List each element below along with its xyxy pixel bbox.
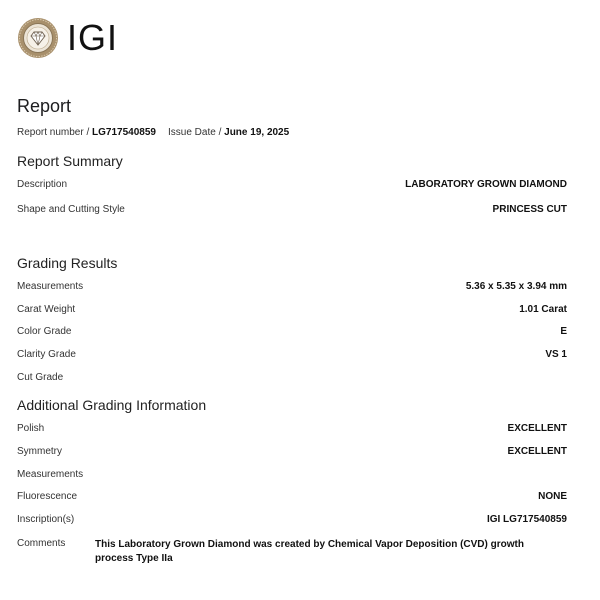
row-label: Description <box>17 179 68 190</box>
row-clarity <box>17 349 567 363</box>
issue-date: June 19, 2025 <box>224 127 290 138</box>
row-label: Measurements <box>17 281 84 292</box>
issue-date-label: Issue Date / <box>168 127 222 138</box>
row-value: PRINCESS CUT <box>492 204 567 215</box>
row-label: Inscription(s) <box>17 514 75 525</box>
row-measurements-additional <box>17 469 567 483</box>
report-number-label: Report number / <box>17 127 90 138</box>
row-value: EXCELLENT <box>507 423 567 434</box>
row-label: Carat Weight <box>17 304 76 315</box>
row-description <box>17 179 567 193</box>
row-label: Shape and Cutting Style <box>17 204 125 215</box>
row-label: Measurements <box>17 469 84 480</box>
row-value: VS 1 <box>545 349 567 360</box>
row-measurements <box>17 281 567 295</box>
row-label: Fluorescence <box>17 491 78 502</box>
row-shape <box>17 204 567 218</box>
row-label: Clarity Grade <box>17 349 76 360</box>
row-value: 5.36 x 5.35 x 3.94 mm <box>465 281 567 292</box>
row-label: Symmetry <box>17 446 62 457</box>
row-value: 1.01 Carat <box>519 304 567 315</box>
section-heading-grading: Grading Results <box>17 255 118 271</box>
row-label: Cut Grade <box>17 372 64 383</box>
section-heading-summary: Report Summary <box>17 153 123 169</box>
row-color <box>17 326 567 340</box>
brand-name: IGI <box>67 17 119 58</box>
row-symmetry <box>17 446 567 460</box>
section-heading-additional: Additional Grading Information <box>17 397 207 413</box>
header <box>17 17 118 59</box>
comments-label: Comments <box>17 538 66 549</box>
igi-seal-logo <box>17 17 59 59</box>
row-value: E <box>560 326 567 337</box>
report-title: Report <box>17 96 72 116</box>
row-label: Polish <box>17 423 45 434</box>
row-value: EXCELLENT <box>507 446 567 457</box>
row-value: LABORATORY GROWN DIAMOND <box>405 179 567 190</box>
row-label: Color Grade <box>17 326 72 337</box>
report-meta <box>17 127 289 138</box>
row-polish <box>17 423 567 437</box>
row-fluorescence <box>17 491 567 505</box>
comments-text: This Laboratory Grown Diamond was created by Chemical Vapor Deposition (CVD) growth process Type IIa <box>95 539 524 564</box>
report-number: LG717540859 <box>92 127 156 138</box>
row-inscription <box>17 514 567 528</box>
row-value: IGI LG717540859 <box>486 514 567 525</box>
row-value: NONE <box>538 491 567 502</box>
row-cut <box>17 372 567 386</box>
row-carat <box>17 304 567 318</box>
